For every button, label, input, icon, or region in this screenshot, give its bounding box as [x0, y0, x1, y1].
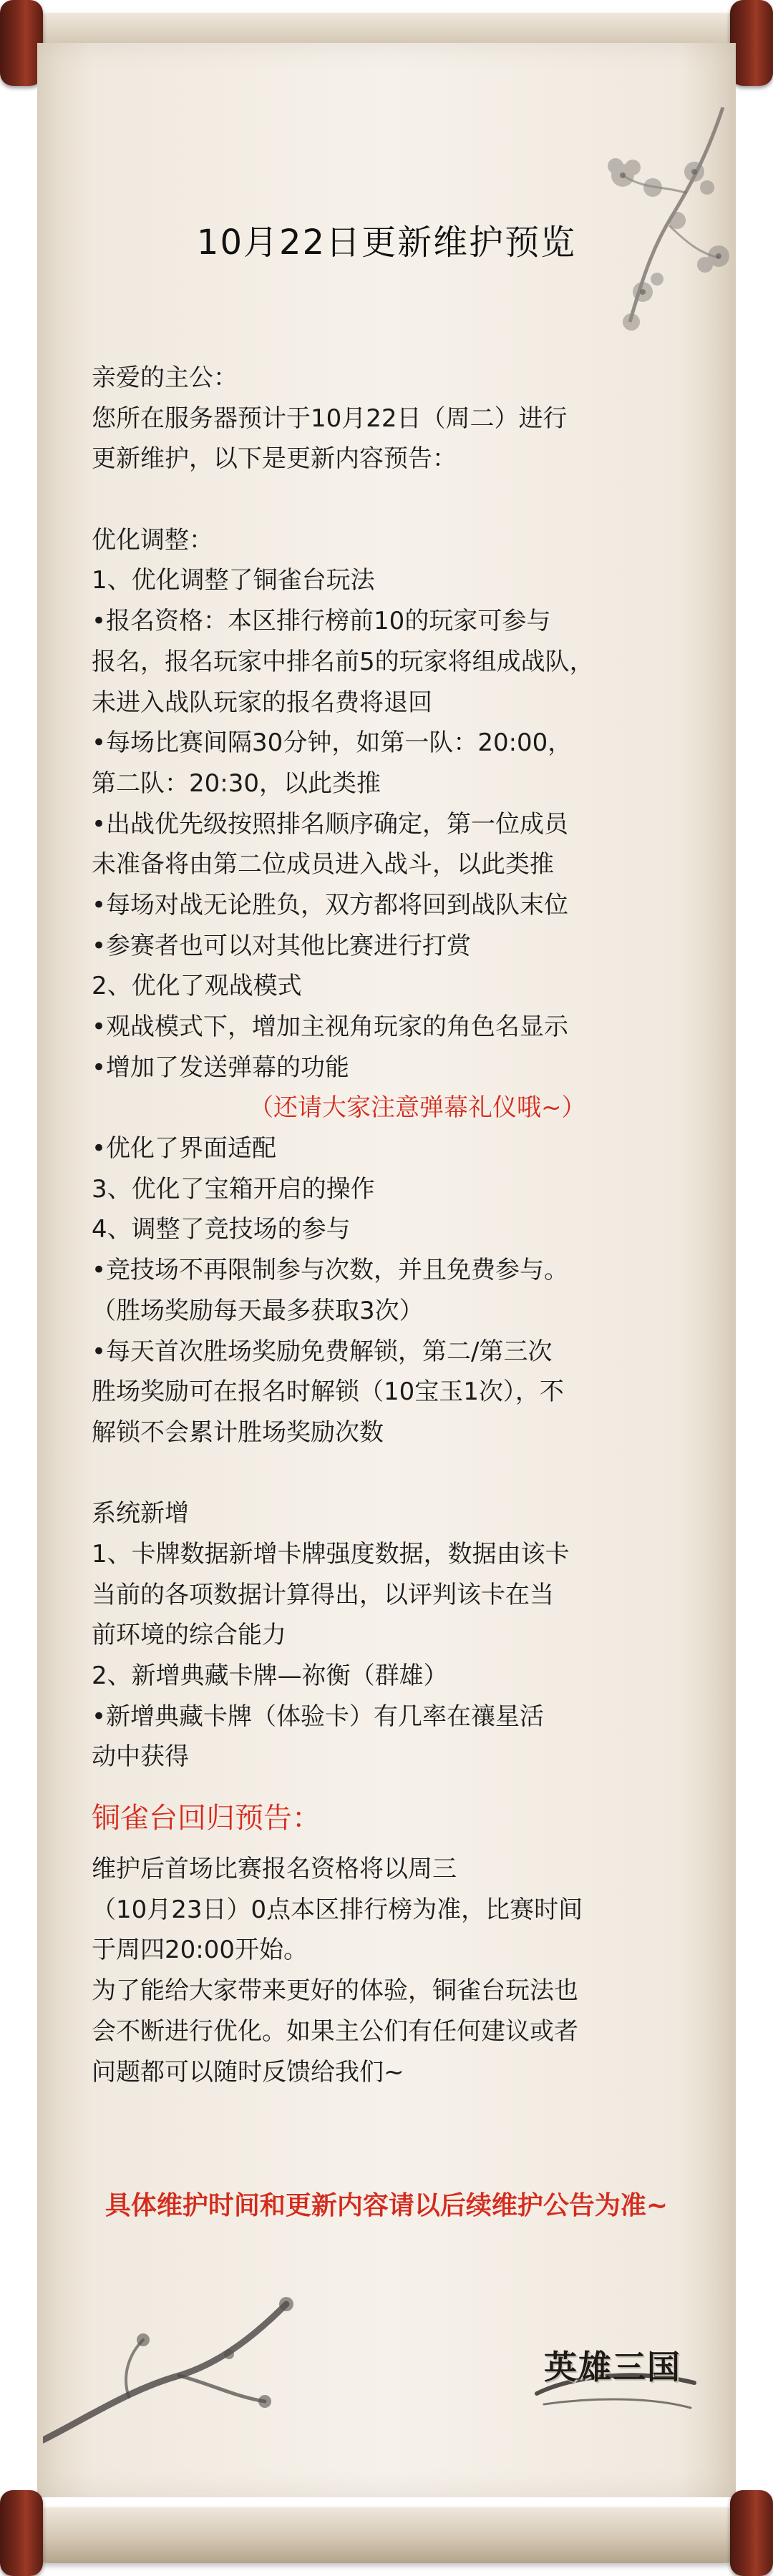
system-heading: 系统新增 [92, 1499, 189, 1528]
optimization-list [92, 560, 721, 1453]
return-notice-line: 会不断进行优化。如果主公们有任何建议或者 [92, 2016, 578, 2046]
optimization-line: •增加了发送弹幕的功能 [92, 1053, 350, 1082]
optimization-line: •出战优先级按照排名顺序确定，第一位成员 [92, 809, 569, 839]
optimization-line: 未准备将由第二位成员进入战斗，以此类推 [92, 850, 554, 879]
ink-branch-icon [43, 2275, 358, 2447]
scroll-bottom-bar [21, 2507, 752, 2563]
system-line: 动中获得 [92, 1742, 189, 1772]
optimization-line: •优化了界面适配 [92, 1134, 277, 1163]
optimization-heading: 优化调整： [92, 525, 213, 555]
optimization-line: 解锁不会累计胜场奖励次数 [92, 1418, 384, 1447]
optimization-line: •参赛者也可以对其他比赛进行打赏 [92, 931, 472, 960]
closing-notice: 具体维护时间和更新内容请以后续维护公告为准~ [104, 2191, 669, 2220]
return-notice-line: 维护后首场比赛报名资格将以周三 [92, 1855, 457, 1884]
scroll-bottom-right-cap [730, 2490, 773, 2576]
optimization-line: •报名资格：本区排行榜前10的玩家可参与 [92, 607, 551, 636]
intro-line: 更新维护，以下是更新内容预告： [92, 444, 457, 474]
optimization-line: •每天首次胜场奖励免费解锁，第二/第三次 [92, 1337, 553, 1366]
optimization-line: （胜场奖励每天最多获取3次） [92, 1296, 424, 1325]
system-line: 当前的各项数据计算得出，以评判该卡在当 [92, 1580, 554, 1609]
optimization-line: 4、调整了竞技场的参与 [92, 1215, 351, 1244]
optimization-line: •观战模式下，增加主视角玩家的角色名显示 [92, 1013, 569, 1041]
optimization-line: 报名，报名玩家中排名前5的玩家将组成战队， [92, 647, 594, 676]
scroll-top-right-cap [730, 0, 773, 86]
return-notice-line: 问题都可以随时反馈给我们~ [92, 2057, 404, 2087]
return-notice-heading: 铜雀台回归预告： [92, 1802, 321, 1835]
announcement-body [92, 358, 721, 2092]
return-notice-line: 于周四20:00开始。 [92, 1936, 308, 1965]
game-logo-text: 英雄三国 [544, 2348, 681, 2386]
game-logo [530, 2326, 701, 2433]
optimization-line: •每场比赛间隔30分钟，如第一队：20:00， [92, 728, 573, 758]
optimization-line: 未进入战队玩家的报名费将退回 [92, 688, 432, 717]
optimization-line: 2、优化了观战模式 [92, 972, 302, 1001]
danmaku-etiquette-note: （还请大家注意弹幕礼仪哦~） [249, 1093, 586, 1123]
page-title: 10月22日更新维护预览 [196, 223, 577, 263]
greeting: 亲爱的主公： [92, 364, 238, 392]
optimization-line: •竞技场不再限制参与次数，并且免费参与。 [92, 1256, 569, 1285]
intro-line: 您所在服务器预计于10月22日（周二）进行 [92, 404, 568, 433]
scroll-top-left-cap [0, 0, 43, 86]
system-line: 前环境的综合能力 [92, 1621, 286, 1650]
optimization-line: •每场对战无论胜负，双方都将回到战队末位 [92, 890, 569, 919]
optimization-line: 1、优化调整了铜雀台玩法 [92, 566, 375, 595]
optimization-line: 胜场奖励可在报名时解锁（10宝玉1次），不 [92, 1377, 564, 1407]
return-notice-line: 为了能给大家带来更好的体验，铜雀台玩法也 [92, 1976, 578, 2006]
scroll-bottom-rod [0, 2490, 773, 2576]
system-line: •新增典藏卡牌（体验卡）有几率在禳星活 [92, 1702, 545, 1731]
optimization-line: 3、优化了宝箱开启的操作 [92, 1174, 375, 1204]
spacer [92, 479, 721, 520]
optimization-line: 第二队：20:30，以此类推 [92, 769, 381, 798]
return-notice-line: （10月23日）0点本区排行榜为准，比赛时间 [92, 1895, 583, 1924]
system-line: 1、卡牌数据新增卡牌强度数据，数据由该卡 [92, 1539, 570, 1568]
system-line: 2、新增典藏卡牌—祢衡（群雄） [92, 1662, 448, 1690]
scroll-bottom-left-cap [0, 2490, 43, 2576]
spacer [92, 1453, 721, 1494]
